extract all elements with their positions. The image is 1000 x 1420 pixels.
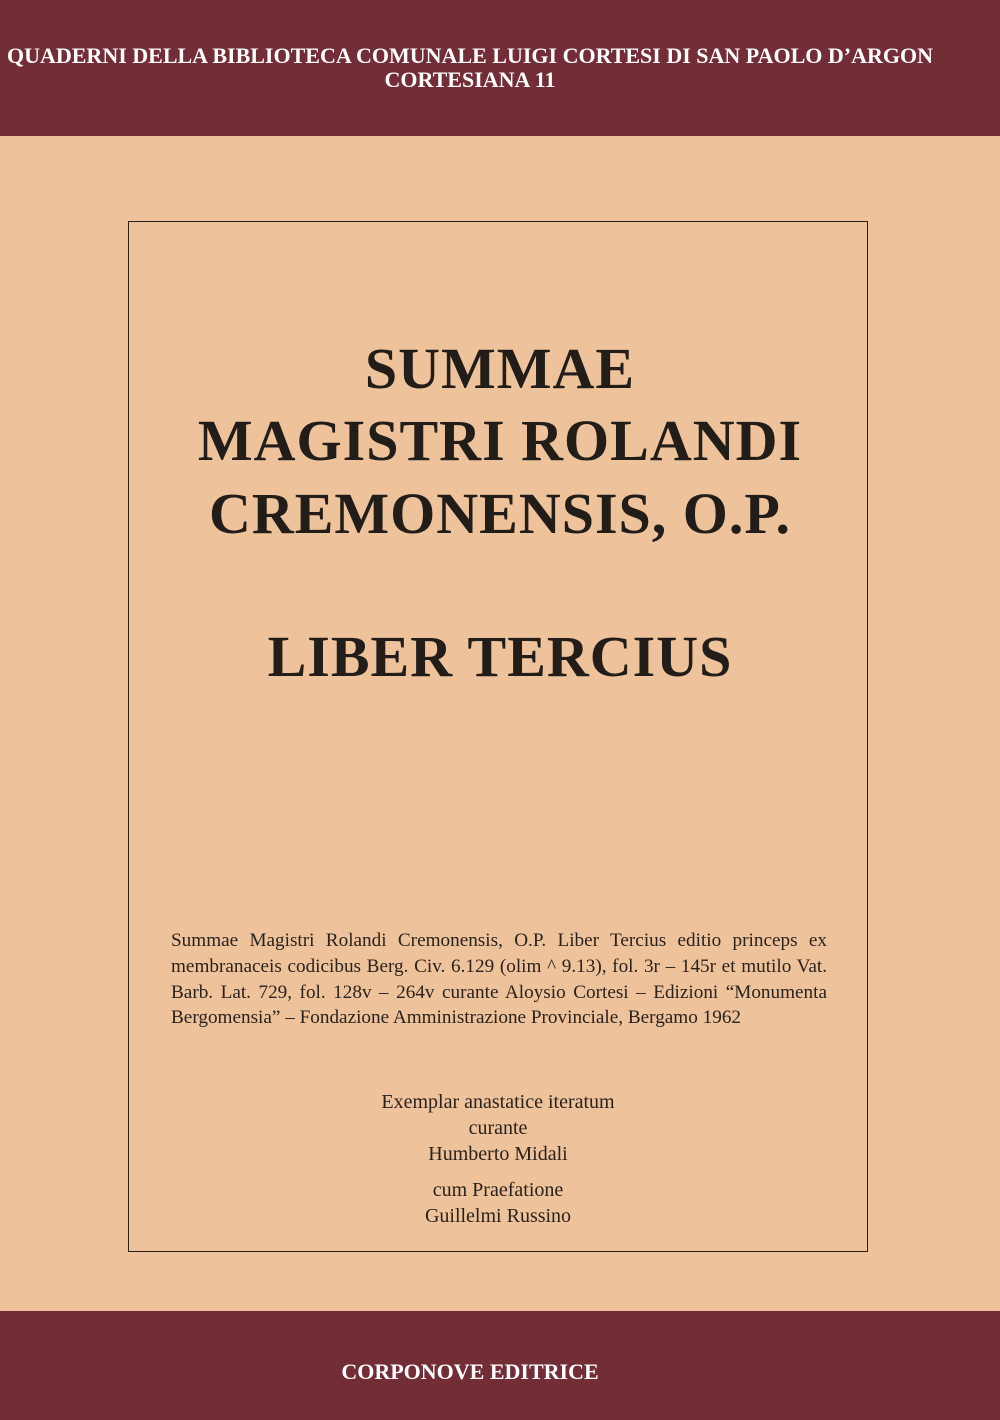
subtitle: LIBER TERCIUS: [267, 624, 733, 689]
series-title: QUADERNI DELLA BIBLIOTECA COMUNALE LUIGI CORTESI DI SAN PAOLO D’ARGON: [6, 43, 934, 68]
series-volume: CORTESIANA 11: [384, 67, 556, 92]
title-line-2: MAGISTRI ROLANDI: [197, 408, 803, 473]
editor-name: Humberto Midali: [428, 1143, 568, 1165]
credit-line-exemplar: Exemplar anastatice iteratum: [381, 1091, 615, 1113]
publisher-name: CORPONOVE EDITRICE: [341, 1359, 599, 1384]
title-line-1: SUMMAE: [364, 336, 636, 401]
credit-line-praefatione: cum Praefatione: [432, 1179, 564, 1201]
credit-line-curante: curante: [468, 1117, 528, 1139]
preface-author: Guillelmi Russino: [424, 1205, 572, 1227]
title-line-3: CREMONENSIS, O.P.: [208, 481, 792, 546]
edition-description: Summae Magistri Rolandi Cremonensis, O.P. Liber Tercius editio princeps ex membranaceis codicibus Berg. Civ. 6.129 (olim ^ 9.13), fol. 3r – 145r et mutilo Vat. Barb. Lat. 729, fol. 128v – 264v curante Aloysio Cortesi – Edizioni “Monumenta Bergomensia” – Fondazione Amministrazione Provinciale, Bergamo 1962: [171, 930, 827, 1029]
